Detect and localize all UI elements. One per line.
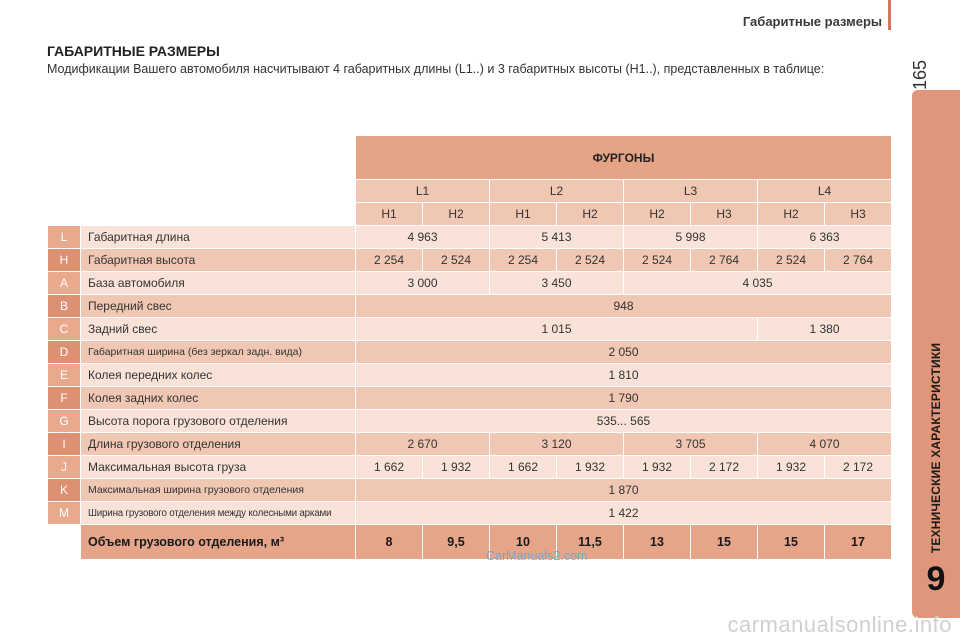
row-key-cell: M bbox=[48, 502, 81, 525]
row-label-cell: База автомобиля bbox=[81, 272, 356, 295]
value-cell: 1 932 bbox=[758, 456, 825, 479]
volume-value-cell: 9,5 bbox=[423, 525, 490, 560]
value-cell: 2 254 bbox=[490, 249, 557, 272]
value-cell: 4 070 bbox=[758, 433, 892, 456]
chapter-label: ТЕХНИЧЕСКИЕ ХАРАКТЕРИСТИКИ bbox=[929, 342, 943, 554]
page-title: ГАБАРИТНЫЕ РАЗМЕРЫ bbox=[47, 43, 220, 59]
table-row bbox=[48, 249, 892, 272]
row-label-cell: Максимальная ширина грузового отделения bbox=[81, 479, 356, 502]
row-label-cell: Габаритная длина bbox=[81, 226, 356, 249]
row-key-cell: G bbox=[48, 410, 81, 433]
height-header-cell: H2 bbox=[758, 203, 825, 226]
table-row bbox=[48, 387, 892, 410]
height-header-row bbox=[48, 203, 892, 226]
row-key-cell: L bbox=[48, 226, 81, 249]
value-cell: 1 932 bbox=[624, 456, 691, 479]
value-cell: 4 963 bbox=[356, 226, 490, 249]
table-row bbox=[48, 364, 892, 387]
value-cell: 6 363 bbox=[758, 226, 892, 249]
value-cell: 2 524 bbox=[557, 249, 624, 272]
value-cell: 2 254 bbox=[356, 249, 423, 272]
value-cell: 1 790 bbox=[356, 387, 892, 410]
value-cell: 2 764 bbox=[691, 249, 758, 272]
table-title-row bbox=[48, 136, 892, 180]
length-header-row bbox=[48, 180, 892, 203]
table-row bbox=[48, 341, 892, 364]
table-row bbox=[48, 479, 892, 502]
length-header-cell: L3 bbox=[624, 180, 758, 203]
row-label-cell: Передний свес bbox=[81, 295, 356, 318]
volume-value-cell: 17 bbox=[825, 525, 892, 560]
row-label-cell: Длина грузового отделения bbox=[81, 433, 356, 456]
section-header-title: Габаритные размеры bbox=[742, 14, 882, 29]
dimensions-table bbox=[47, 135, 892, 560]
row-key-cell: F bbox=[48, 387, 81, 410]
value-cell: 4 035 bbox=[624, 272, 892, 295]
table-corner-cell bbox=[48, 180, 356, 203]
height-header-cell: H1 bbox=[356, 203, 423, 226]
row-label-cell: Колея задних колес bbox=[81, 387, 356, 410]
value-cell: 1 870 bbox=[356, 479, 892, 502]
value-cell: 1 015 bbox=[356, 318, 758, 341]
volume-value-cell: 8 bbox=[356, 525, 423, 560]
length-header-cell: L4 bbox=[758, 180, 892, 203]
value-cell: 3 450 bbox=[490, 272, 624, 295]
row-key-cell: H bbox=[48, 249, 81, 272]
table-row bbox=[48, 318, 892, 341]
value-cell: 3 705 bbox=[624, 433, 758, 456]
row-key-cell: K bbox=[48, 479, 81, 502]
table-row bbox=[48, 226, 892, 249]
value-cell: 3 000 bbox=[356, 272, 490, 295]
row-key-cell: B bbox=[48, 295, 81, 318]
volume-value-cell: 15 bbox=[691, 525, 758, 560]
value-cell: 1 932 bbox=[557, 456, 624, 479]
row-key-cell: I bbox=[48, 433, 81, 456]
volume-blank-cell bbox=[48, 525, 81, 560]
height-header-cell: H3 bbox=[825, 203, 892, 226]
value-cell: 2 524 bbox=[624, 249, 691, 272]
value-cell: 535... 565 bbox=[356, 410, 892, 433]
table-row bbox=[48, 456, 892, 479]
row-key-cell: E bbox=[48, 364, 81, 387]
value-cell: 5 413 bbox=[490, 226, 624, 249]
table-row bbox=[48, 295, 892, 318]
height-header-cell: H2 bbox=[624, 203, 691, 226]
value-cell: 948 bbox=[356, 295, 892, 318]
value-cell: 1 662 bbox=[490, 456, 557, 479]
row-label-cell: Задний свес bbox=[81, 318, 356, 341]
value-cell: 1 810 bbox=[356, 364, 892, 387]
row-key-cell: J bbox=[48, 456, 81, 479]
value-cell: 1 932 bbox=[423, 456, 490, 479]
volume-value-cell: 11,5 bbox=[557, 525, 624, 560]
table-row bbox=[48, 410, 892, 433]
table-row bbox=[48, 272, 892, 295]
volume-row bbox=[48, 525, 892, 560]
page-description: Модификации Вашего автомобиля насчитывают 4 габаритных длины (L1..) и 3 габаритных высоты (H1..), представленных в таблице: bbox=[47, 62, 825, 76]
value-cell: 2 050 bbox=[356, 341, 892, 364]
row-label-cell: Высота порога грузового отделения bbox=[81, 410, 356, 433]
value-cell: 2 524 bbox=[423, 249, 490, 272]
height-header-cell: H1 bbox=[490, 203, 557, 226]
volume-value-cell: 15 bbox=[758, 525, 825, 560]
table-corner-cell bbox=[48, 136, 356, 180]
row-key-cell: D bbox=[48, 341, 81, 364]
height-header-cell: H2 bbox=[557, 203, 624, 226]
length-header-cell: L2 bbox=[490, 180, 624, 203]
value-cell: 2 670 bbox=[356, 433, 490, 456]
volume-value-cell: 10 bbox=[490, 525, 557, 560]
row-label-cell: Габаритная ширина (без зеркал задн. вида) bbox=[81, 341, 356, 364]
row-label-cell: Ширина грузового отделения между колесными арками bbox=[81, 502, 356, 525]
volume-value-cell: 13 bbox=[624, 525, 691, 560]
watermark-carmanualsonline: carmanualsonline.info bbox=[727, 612, 952, 637]
header-accent-bar bbox=[888, 0, 891, 30]
volume-label-cell: Объем грузового отделения, м³ bbox=[81, 525, 356, 560]
table-row bbox=[48, 433, 892, 456]
row-label-cell: Максимальная высота груза bbox=[81, 456, 356, 479]
table-title-cell: ФУРГОНЫ bbox=[356, 136, 892, 180]
value-cell: 5 998 bbox=[624, 226, 758, 249]
length-header-cell: L1 bbox=[356, 180, 490, 203]
row-label-cell: Колея передних колес bbox=[81, 364, 356, 387]
value-cell: 1 422 bbox=[356, 502, 892, 525]
value-cell: 1 380 bbox=[758, 318, 892, 341]
row-key-cell: C bbox=[48, 318, 81, 341]
value-cell: 1 662 bbox=[356, 456, 423, 479]
chapter-number: 9 bbox=[926, 560, 946, 598]
row-key-cell: A bbox=[48, 272, 81, 295]
height-header-cell: H3 bbox=[691, 203, 758, 226]
table-row bbox=[48, 502, 892, 525]
value-cell: 2 172 bbox=[691, 456, 758, 479]
value-cell: 2 764 bbox=[825, 249, 892, 272]
height-header-cell: H2 bbox=[423, 203, 490, 226]
table-corner-cell bbox=[48, 203, 356, 226]
row-label-cell: Габаритная высота bbox=[81, 249, 356, 272]
value-cell: 3 120 bbox=[490, 433, 624, 456]
page-number: 165 bbox=[910, 59, 930, 91]
dimensions-table-body bbox=[48, 136, 892, 560]
watermark-carmanuals2: CarManuals2.com bbox=[486, 549, 588, 563]
value-cell: 2 172 bbox=[825, 456, 892, 479]
value-cell: 2 524 bbox=[758, 249, 825, 272]
